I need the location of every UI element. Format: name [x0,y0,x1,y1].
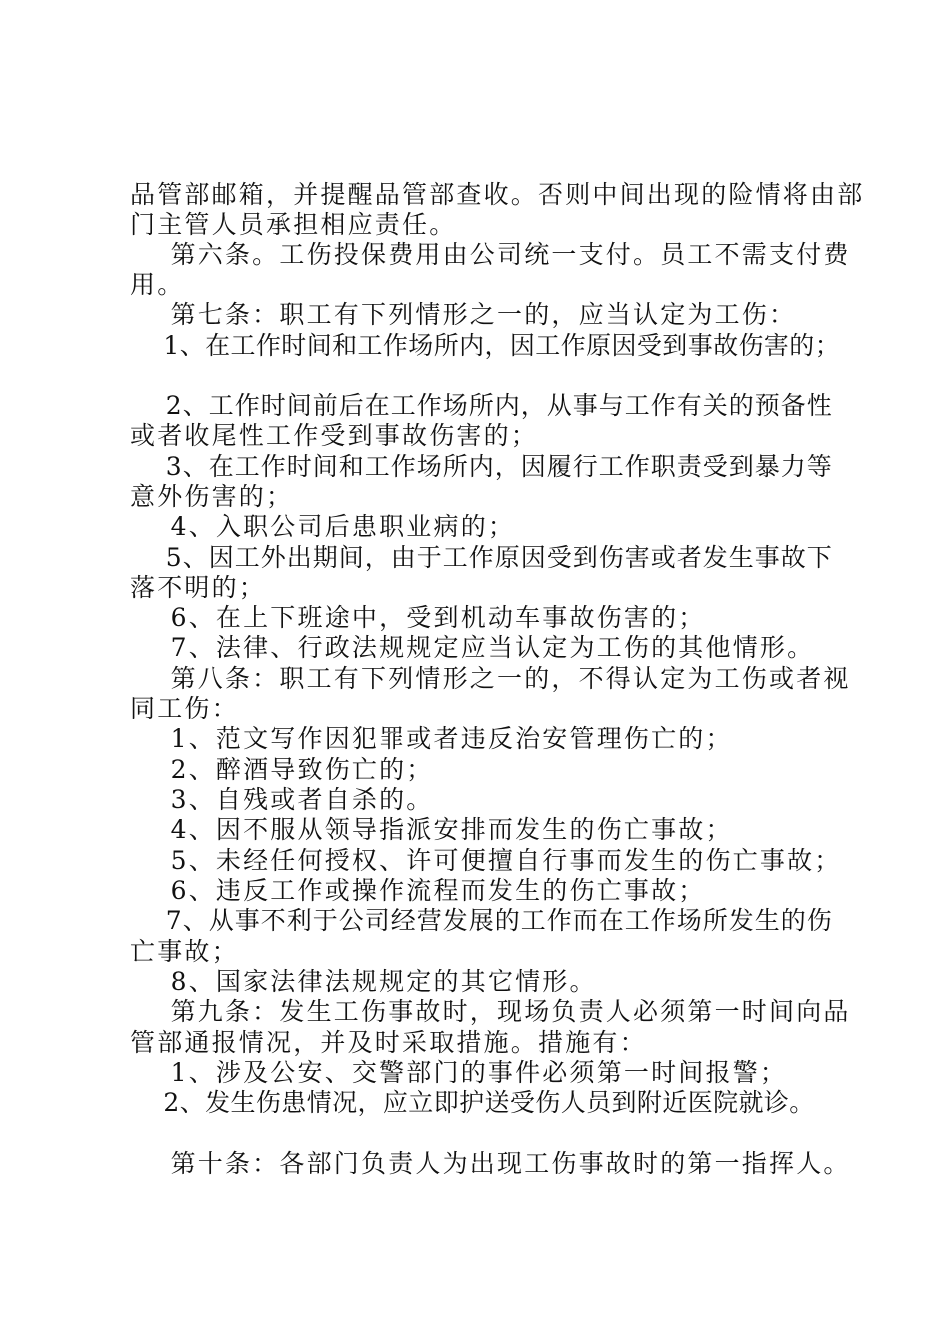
text-line: 第九条：发生工伤事故时，现场负责人必须第一时间向品 [130,997,851,1026]
text-line: 第十条：各部门负责人为出现工伤事故时的第一指挥人。 [130,1149,851,1178]
text-line: 品管部邮箱，并提醒品管部查收。否则中间出现的险情将由部 [130,180,865,209]
text-line: 第八条：职工有下列情形之一的，不得认定为工伤或者视 [130,664,851,693]
text-line: 落不明的； [130,573,267,602]
text-line: 2、发生伤患情况，应立即护送受伤人员到附近医院就诊。 [130,1088,815,1117]
text-line: 1、涉及公安、交警部门的事件必须第一时间报警； [130,1058,788,1087]
text-line: 6、在上下班途中，受到机动车事故伤害的； [130,603,706,632]
text-line: 2、工作时间前后在工作场所内，从事与工作有关的预备性 [130,391,833,420]
text-line: 6、违反工作或操作流程而发生的伤亡事故； [130,876,706,905]
text-line: 3、自残或者自杀的。 [130,785,434,814]
text-line: 1、在工作时间和工作场所内，因工作原因受到事故伤害的； [130,331,841,360]
text-line: 4、因不服从领导指派安排而发生的伤亡事故； [130,815,733,844]
text-line: 2、醉酒导致伤亡的； [130,755,434,784]
text-line: 7、法律、行政法规规定应当认定为工伤的其他情形。 [130,633,815,662]
text-line: 1、范文写作因犯罪或者违反治安管理伤亡的； [130,724,733,753]
text-line: 门主管人员承担相应责任。 [130,210,457,239]
text-line: 7、从事不利于公司经营发展的工作而在工作场所发生的伤 [130,906,833,935]
text-line: 3、在工作时间和工作场所内，因履行工作职责受到暴力等 [130,452,833,481]
text-line: 5、因工外出期间，由于工作原因受到伤害或者发生事故下 [130,543,833,572]
text-line: 第七条：职工有下列情形之一的，应当认定为工伤： [130,300,797,329]
text-line: 4、入职公司后患职业病的； [130,512,516,541]
text-line: 同工伤： [130,694,239,723]
text-line: 意外伤害的； [130,482,294,511]
text-line: 亡事故； [130,937,239,966]
text-line: 或者收尾性工作受到事故伤害的； [130,421,539,450]
text-line: 管部通报情况，并及时采取措施。措施有： [130,1028,647,1057]
text-line: 8、国家法律法规规定的其它情形。 [130,967,597,996]
text-line: 第六条。工伤投保费用由公司统一支付。员工不需支付费 [130,240,851,269]
text-line: 5、未经任何授权、许可便擅自行事而发生的伤亡事故； [130,846,842,875]
text-line: 用。 [130,270,185,299]
